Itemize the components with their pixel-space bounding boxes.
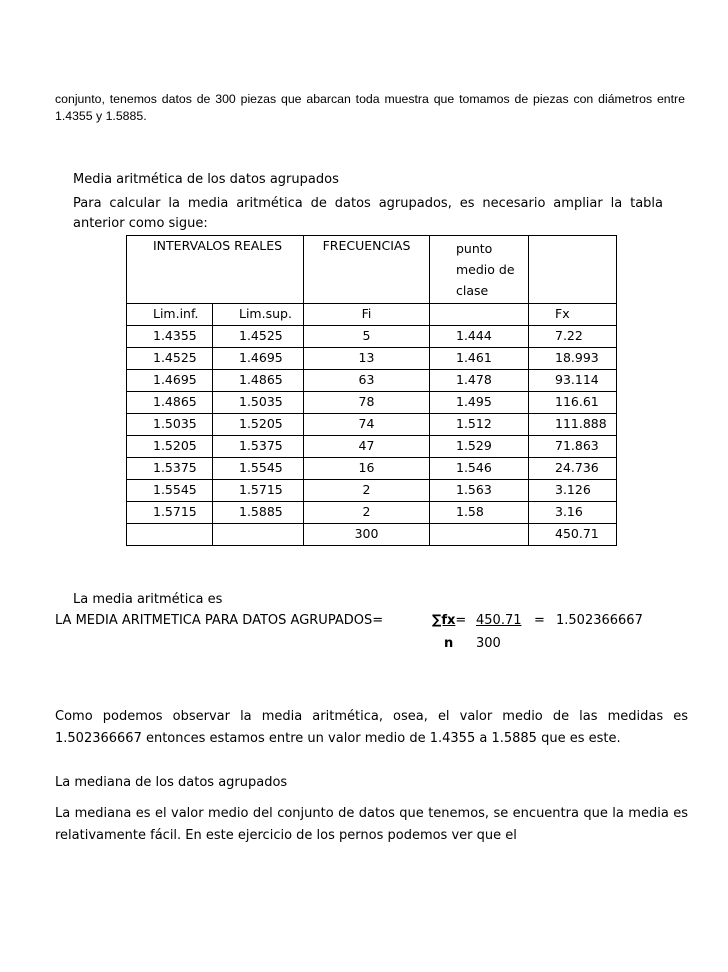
cell-fx: 71.863 [529, 436, 617, 458]
cell-lim-inf: 1.5205 [127, 436, 213, 458]
subheader-lim-sup: Lim.sup. [213, 304, 304, 326]
table-row [127, 436, 617, 458]
cell-lim-sup: 1.5545 [213, 458, 304, 480]
cell-midpoint: 1.461 [430, 348, 529, 370]
cell-lim-inf: 1.4355 [127, 326, 213, 348]
formula-label: LA MEDIA ARITMETICA PARA DATOS AGRUPADOS= [55, 613, 384, 628]
cell-midpoint: 1.512 [430, 414, 529, 436]
cell-lim-inf: 1.5545 [127, 480, 213, 502]
cell-fx: 3.126 [529, 480, 617, 502]
cell-fi: 13 [304, 348, 430, 370]
intro-paragraph: conjunto, tenemos datos de 300 piezas que abarcan toda muestra que tomamos de piezas con diámetros entre 1.4355 y 1.5885. [55, 92, 685, 123]
cell-midpoint: 1.529 [430, 436, 529, 458]
formula-sum [432, 613, 466, 628]
cell-fx: 3.16 [529, 502, 617, 524]
conclusion-paragraph: Como podemos observar la media aritmética, osea, el valor medio de las medidas es 1.502366667 entonces estamos entre un valor medio de 1.4355 a 1.5885 que es este. [55, 709, 688, 746]
cell-lim-sup: 1.4865 [213, 370, 304, 392]
cell-fx: 24.736 [529, 458, 617, 480]
cell-lim-sup: 1.4695 [213, 348, 304, 370]
median-section-paragraph: La mediana es el valor medio del conjunto de datos que tenemos, se encuentra que la media es relativamente fácil. En este ejercicio de los pernos podemos ver que el [55, 806, 688, 843]
formula-eq1: = [455, 613, 467, 628]
totals-blank-3 [430, 524, 529, 546]
table-row [127, 502, 617, 524]
cell-fi: 63 [304, 370, 430, 392]
mean-label: La media aritmética es [73, 592, 223, 607]
cell-fx: 18.993 [529, 348, 617, 370]
cell-fi: 2 [304, 480, 430, 502]
table-header-row [127, 236, 617, 304]
cell-midpoint: 1.58 [430, 502, 529, 524]
cell-lim-sup: 1.5715 [213, 480, 304, 502]
formula-denominator-symbol: n [444, 636, 454, 651]
cell-lim-inf: 1.5715 [127, 502, 213, 524]
median-section-heading: La mediana de los datos agrupados [55, 775, 288, 790]
subheader-fi: Fi [304, 304, 430, 326]
cell-lim-sup: 1.5035 [213, 392, 304, 414]
cell-lim-inf: 1.5375 [127, 458, 213, 480]
cell-fx: 93.114 [529, 370, 617, 392]
cell-fx: 111.888 [529, 414, 617, 436]
totals-blank-1 [127, 524, 213, 546]
subheader-lim-inf: Lim.inf. [127, 304, 213, 326]
cell-fi: 2 [304, 502, 430, 524]
cell-lim-inf: 1.4525 [127, 348, 213, 370]
header-midpoint: punto medio de clase [430, 236, 529, 304]
cell-lim-inf: 1.5035 [127, 414, 213, 436]
cell-lim-sup: 1.4525 [213, 326, 304, 348]
totals-fi: 300 [304, 524, 430, 546]
frequency-table [126, 235, 617, 546]
cell-fi: 74 [304, 414, 430, 436]
cell-fi: 5 [304, 326, 430, 348]
table-subheader-row [127, 304, 617, 326]
formula-numerator: 450.71 [476, 613, 522, 628]
cell-fx: 7.22 [529, 326, 617, 348]
cell-fi: 47 [304, 436, 430, 458]
header-intervals: INTERVALOS REALES [127, 236, 304, 304]
cell-lim-sup: 1.5375 [213, 436, 304, 458]
formula-eq2: = [534, 613, 545, 628]
cell-fi: 16 [304, 458, 430, 480]
cell-midpoint: 1.563 [430, 480, 529, 502]
formula-sum-symbol: ∑fx [432, 613, 456, 628]
header-fx-blank [529, 236, 617, 304]
cell-fi: 78 [304, 392, 430, 414]
totals-blank-2 [213, 524, 304, 546]
cell-midpoint: 1.444 [430, 326, 529, 348]
cell-lim-sup: 1.5885 [213, 502, 304, 524]
mean-section-heading: Media aritmética de los datos agrupados [73, 172, 339, 187]
cell-lim-inf: 1.4865 [127, 392, 213, 414]
cell-midpoint: 1.546 [430, 458, 529, 480]
mean-section-paragraph: Para calcular la media aritmética de datos agrupados, es necesario ampliar la tabla anterior como sigue: [73, 196, 663, 231]
cell-midpoint: 1.495 [430, 392, 529, 414]
subheader-fx: Fx [529, 304, 617, 326]
formula-denominator: 300 [476, 636, 501, 651]
table-row [127, 458, 617, 480]
formula-result: 1.502366667 [556, 613, 643, 628]
subheader-midpoint-blank [430, 304, 529, 326]
table-row [127, 348, 617, 370]
table-totals-row [127, 524, 617, 546]
cell-lim-inf: 1.4695 [127, 370, 213, 392]
totals-fx: 450.71 [529, 524, 617, 546]
table-row [127, 480, 617, 502]
table-row [127, 392, 617, 414]
cell-fx: 116.61 [529, 392, 617, 414]
table-row [127, 370, 617, 392]
header-frequencies: FRECUENCIAS [304, 236, 430, 304]
table-row [127, 326, 617, 348]
table-row [127, 414, 617, 436]
cell-lim-sup: 1.5205 [213, 414, 304, 436]
cell-midpoint: 1.478 [430, 370, 529, 392]
